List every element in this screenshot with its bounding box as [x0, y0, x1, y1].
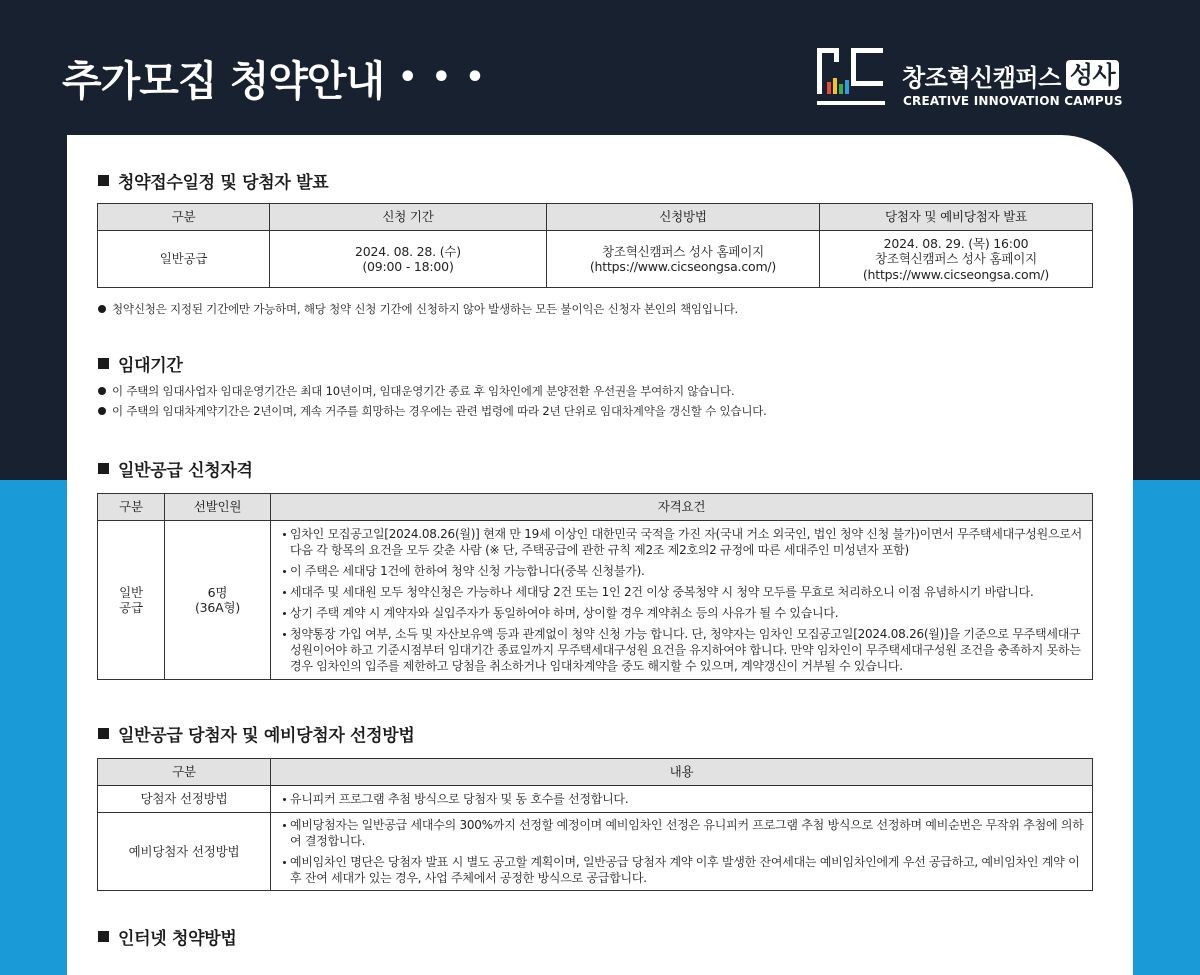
lease-item: 이 주택의 임대사업자 임대운영기간은 최대 10년이며, 임대운영기간 종료 후 임차인에게 분양전환 우선권을 부여하지 않습니다. [98, 383, 1093, 399]
selection-item: 유니피커 프로그램 추첨 방식으로 당첨자 및 동 호수를 선정합니다. [283, 791, 1086, 808]
schedule-method [547, 231, 820, 288]
requirement-item: 이 주택은 세대당 1건에 한하여 청약 신청 가능합니다(중복 신청불가). [283, 563, 1086, 579]
selection-item: 예비임차인 명단은 당첨자 발표 시 별도 공고할 계획이며, 일반공급 당첨자 계약 이후 발생한 잔여세대는 예비임차인에게 우선 공급하고, 예비임차인 계약 이후 잔여 세대가 있는 경우, 사업 주체에서 공정한 방식으로 공급합니다. [283, 854, 1086, 887]
requirements-list [283, 526, 1086, 674]
quota-count: 6명 [207, 584, 228, 600]
schedule-table [97, 203, 1093, 288]
lease-heading: 임대기간 [98, 352, 183, 374]
selection-table [97, 758, 1093, 891]
table-header-cell: 신청방법 [547, 204, 820, 231]
selection-content [271, 786, 1093, 813]
title-dots: • • • [398, 59, 487, 95]
logo-name: 창조혁신캠퍼스 [902, 63, 1061, 92]
schedule-category: 일반공급 [98, 231, 270, 288]
internet-heading: 인터넷 청약방법 [98, 925, 236, 947]
period-date: 2024. 08. 28. (수) [355, 243, 461, 259]
requirement-item: 임차인 모집공고일[2024.08.26(월)] 현재 만 19세 이상인 대한민국 국적을 가진 자(국내 거소 외국인, 법인 청약 신청 불가)이면서 무주택세대구성원으로서 다음 각 항목의 요건을 모두 갖춘 사람 (※ 단, 주택공급에 관한 규칙 제2조 제2호의2 규정에 따른 세대주인 미성년자 포함) [283, 526, 1086, 558]
selection-heading: 일반공급 당첨자 및 예비당첨자 선정방법 [98, 722, 415, 744]
schedule-period [270, 231, 547, 288]
method-site: 창조혁신캠퍼스 성사 홈페이지 [602, 243, 764, 259]
schedule-heading: 청약접수일정 및 당첨자 발표 [98, 169, 328, 191]
selection-list [283, 791, 1086, 808]
selection-item: 예비당첨자는 일반공급 세대수의 300%까지 선정할 예정이며 예비임차인 선정은 유니피커 프로그램 추첨 방식으로 선정하며 예비순번은 무작위 추첨에 의하여 결정합니다. [283, 817, 1086, 850]
category-line: 일반 [119, 584, 143, 600]
quota-type: (36A형) [194, 600, 241, 615]
announcement-url: (https://www.cicseongsa.com/) [862, 266, 1050, 282]
table-header-cell: 신청 기간 [270, 204, 547, 231]
logo-subtitle: CREATIVE INNOVATION CAMPUS [903, 94, 1123, 108]
schedule-announcement [820, 231, 1093, 288]
period-time: (09:00 - 18:00) [362, 259, 454, 274]
announcement-site: 창조혁신캠퍼스 성사 홈페이지 [875, 251, 1037, 267]
lease-item: 이 주택의 임대차계약기간은 2년이며, 계속 거주를 희망하는 경우에는 관련 법령에 따라 2년 단위로 임대차계약을 갱신할 수 있습니다. [98, 403, 1093, 419]
logo-badge: 성사 [1066, 60, 1119, 90]
page-title: 추가모집 청약안내 [62, 56, 385, 105]
table-header-cell: 당첨자 및 예비당첨자 발표 [820, 204, 1093, 231]
eligibility-quota [165, 521, 271, 680]
selection-category: 예비당첨자 선정방법 [98, 813, 271, 891]
selection-content [271, 813, 1093, 891]
eligibility-requirements [271, 521, 1093, 680]
table-header-cell: 구분 [98, 759, 271, 786]
eligibility-table [97, 493, 1093, 680]
table-header-cell: 선발인원 [165, 494, 271, 521]
selection-list [283, 817, 1086, 887]
table-header-cell: 구분 [98, 494, 165, 521]
cic-logo-icon [815, 46, 887, 108]
page-header [62, 48, 487, 106]
table-header-cell: 자격요건 [271, 494, 1093, 521]
eligibility-category [98, 521, 165, 680]
requirement-item: 세대주 및 세대원 모두 청약신청은 가능하나 세대당 2건 또는 1인 2건 이상 중복청약 시 청약 모두를 무효로 처리하오니 이점 유념하시기 바랍니다. [283, 584, 1086, 600]
method-url: (https://www.cicseongsa.com/) [589, 259, 777, 274]
logo-wordmark [902, 58, 1119, 92]
table-header-cell: 내용 [271, 759, 1093, 786]
selection-category: 당첨자 선정방법 [98, 786, 271, 813]
table-header-cell: 구분 [98, 204, 270, 231]
category-line: 공급 [119, 600, 143, 615]
requirement-item: 상기 주택 계약 시 계약자와 실입주자가 동일하여야 하며, 상이할 경우 계약취소 등의 사유가 될 수 있습니다. [283, 605, 1086, 621]
requirement-item: 청약통장 가입 여부, 소득 및 자산보유액 등과 관계없이 청약 신청 가능 합니다. 단, 청약자는 임차인 모집공고일[2024.08.26(월)]을 기준으로 무주택세대구성원이어야 하고 기준시점부터 임대기간 종료일까지 무주택세대구성원 요건을 유지하여야 합니다. 만약 임차인이 무주택세대구성원 조건을 충족하지 못하는 경우 임차인의 입주를 제한하고 당첨을 취소하거나 임대차계약을 중도 해지할 수 있으며, 계약갱신이 거부될 수 있습니다. [283, 626, 1086, 674]
schedule-note: 청약신청은 지정된 기간에만 가능하며, 해당 청약 신청 기간에 신청하지 않아 발생하는 모든 불이익은 신청자 본인의 책임입니다. [98, 301, 1093, 317]
announcement-date: 2024. 08. 29. (목) 16:00 [883, 235, 1029, 251]
eligibility-heading: 일반공급 신청자격 [98, 457, 253, 479]
